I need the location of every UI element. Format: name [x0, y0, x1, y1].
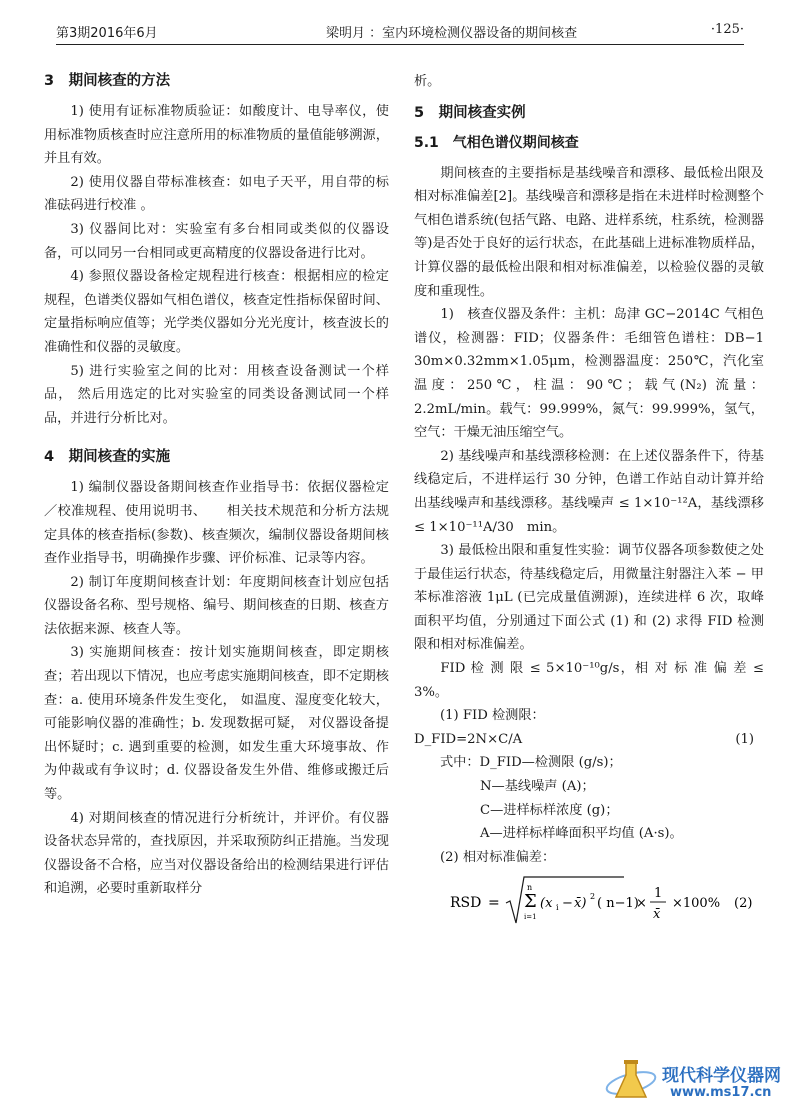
definition-a: A—进样标样峰面积平均值 (A·s)。	[480, 826, 683, 842]
s3-item-3: 3) 仪器间比对：实验室有多台相同或类似的仪器设备，可以同另一台相同或更高精度的仪器设备进行比对。	[44, 221, 389, 261]
section-5-heading: 5 期间核查实例	[414, 104, 526, 121]
svg-text:−: −	[562, 896, 573, 912]
formula-2	[414, 873, 764, 929]
rsd-formula-graphic	[414, 873, 764, 929]
svg-text:i=1: i=1	[524, 913, 537, 922]
svg-text:i: i	[556, 903, 559, 913]
s51-paragraph-2: 1) 核查仪器及条件：主机：岛津 GC−2014C 气相色谱仪，检测器：FID；仪器条件：毛细管色谱柱：DB−1 30m×0.32mm×1.05μm，检测器温度：250℃，汽化室温度：250℃，柱温：90℃；载气(N₂) 流量：2.2mL/min。载气：99.999%，氮气：99.999%，氢气，空气：干燥无油压缩空气。	[414, 307, 778, 441]
page-number: ·125·	[710, 22, 744, 37]
svg-text:×100%: ×100%	[672, 896, 721, 912]
section-5-1-heading: 5.1 气相色谱仪期间核查	[414, 134, 579, 151]
s4-item-4: 4) 对期间核查的情况进行分析统计，并评价。有仪器设备状态异常的，查找原因，并采取预防纠正措施。当发现仪器设备不合格，应当对仪器设备给出的检测结果进行评估和追溯，必要时重新取样分	[44, 810, 389, 897]
svg-text:2: 2	[590, 892, 596, 902]
s51-paragraph-5: FID 检 测 限 ≤ 5×10⁻¹⁰g/s，相 对 标 准 偏 差 ≤ 3%。	[414, 661, 764, 700]
svg-text:1: 1	[654, 886, 663, 902]
right-column	[414, 70, 778, 929]
svg-text:Σ: Σ	[524, 891, 537, 913]
article-title: 梁明月 ：室内环境检测仪器设备的期间核查	[326, 26, 578, 41]
definition-n: N—基线噪声 (A)；	[480, 779, 595, 795]
journal-issue: 第3期2016年6月	[56, 26, 158, 41]
svg-text:( n−1): ( n−1)	[597, 896, 639, 912]
svg-text:x̄: x̄	[653, 907, 661, 923]
s51-paragraph-4: 3) 最低检出限和重复性实验：调节仪器各项参数使之处于最佳运行状态，待基线稳定后，用微量注射器注入苯 − 甲苯标准溶液 1μL (已完成量值溯源)，连续进样 6 次，取峰面积平均值，分别通过下面公式 (1) 和 (2) 求得 FID 检测限和相对标准偏差。	[414, 543, 764, 653]
watermark-name: 现代科学仪器网	[662, 1066, 781, 1086]
formula-1-equation: D_FID=2N×C/A	[414, 731, 523, 747]
svg-text:(x: (x	[540, 896, 553, 912]
formula-1-line	[414, 728, 764, 752]
s3-item-4: 4) 参照仪器设备检定规程进行核查：根据相应的检定规程，色谱类仪器如气相色谱仪，核查定性指标保留时间、定量指标响应值等；光学类仪器如分光光度计，核查波长的准确性和仪器的灵敏度。	[44, 269, 389, 355]
s3-item-5: 5) 进行实验室之间的比对：用核查设备测试一个样品， 然后用选定的比对实验室的同类设备测试同一个样品，并进行分析比对。	[44, 363, 389, 426]
flask-logo-icon	[604, 1057, 658, 1107]
section-3-heading: 3 期间核查的方法	[44, 73, 171, 89]
svg-text:×: ×	[636, 896, 647, 912]
left-column	[44, 70, 389, 901]
section-4-heading: 4 期间核查的实施	[44, 449, 171, 466]
svg-text:x̄): x̄)	[574, 896, 587, 912]
svg-text:=: =	[488, 895, 500, 912]
formula-1-label: (1) FID 检测限：	[440, 708, 545, 724]
s3-item-1: 1) 使用有证标准物质验证：如酸度计、电导率仪，使用标准物质核查时应注意所用的标准物质的量值能够溯源，并且有效。	[44, 104, 389, 167]
formula-2-number: (2)	[734, 896, 753, 912]
watermark-url: www.ms17.cn	[670, 1085, 772, 1100]
definition-d: 式中：D_FID—检测限 (g/s)；	[440, 755, 622, 771]
formula-1-number: (1)	[735, 731, 754, 747]
s51-paragraph-3: 2) 基线噪声和基线漂移检测：在上述仪器条件下，待基线稳定后，不进样运行 30 分钟，色谱工作站自动计算并给出基线噪声和基线漂移。基线噪声 ≤ 1×10⁻¹²A，基线漂移 ≤ 1×10⁻¹¹A/30 min。	[414, 448, 764, 535]
rsd-lhs: RSD	[450, 895, 482, 912]
svg-text:n: n	[527, 883, 533, 893]
definition-c: C—进样标样浓度 (g)；	[480, 802, 619, 818]
s51-paragraph-1: 期间核查的主要指标是基线噪音和漂移、最低检出限及相对标准偏差[2]。基线噪音和漂移是指在未进样时检测整个气相色谱系统(包括气路、电路、进样系统，柱系统，检测器等)是否处于良好的运行状态，在此基础上进标准物质样品，计算仪器的最低检出限和相对标准偏差，以检验仪器的灵敏度和重现性。	[414, 165, 764, 299]
s4-item-3: 3) 实施期间核查：按计划实施期间核查，即定期核查；若出现以下情况，也应考虑实施期间核查，即不定期核查：a. 使用环境条件发生变化， 如温度、湿度变化较大，可能影响仪器的准确性；b. 发现数据可疑， 对仪器设备提出怀疑时；c. 遇到重要的检测，如发生重大环境事故、作为仲裁或有争议时；d. 仪器设备发生外借、维修或搬迁后等。	[44, 645, 389, 803]
s3-item-2: 2) 使用仪器自带标准核查：如电子天平，用自带的标准砝码进行校准 。	[44, 174, 389, 214]
site-watermark	[604, 1057, 794, 1109]
continued-text: 析。	[414, 74, 441, 89]
formula-2-label: (2) 相对标准偏差：	[440, 849, 556, 865]
s4-item-1: 1) 编制仪器设备期间核查作业指导书：依据仪器检定／校准规程、使用说明书、 相关技术规范和分析方法规定具体的核查指标(参数)、核查频次，编制仪器设备期间核查作业指导书，明确操作步骤、评价标准、记录等内容。	[44, 480, 389, 567]
running-header	[56, 18, 744, 45]
s4-item-2: 2) 制订年度期间核查计划：年度期间核查计划应包括仪器设备名称、型号规格、编号、期间核查的日期、核查方法依据来源、核查人等。	[44, 574, 389, 637]
